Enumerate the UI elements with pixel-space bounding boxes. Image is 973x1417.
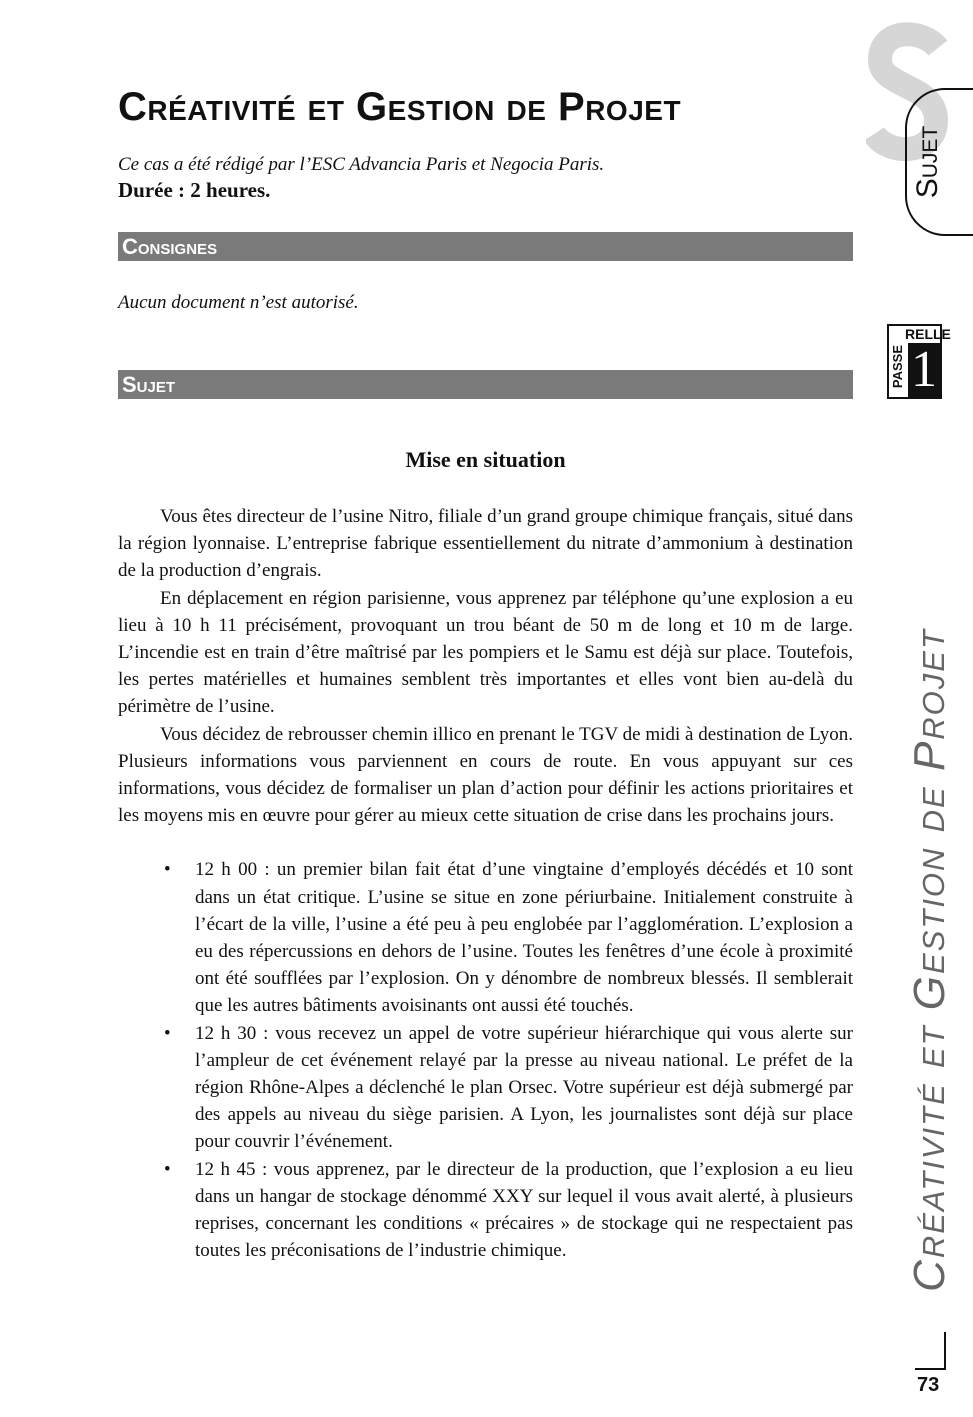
subheading: Mise en situation bbox=[405, 447, 566, 472]
credit-line: Ce cas a été rédigé par l’ESC Advancia Paris et Negocia Paris. bbox=[118, 154, 605, 175]
duration: Durée : 2 heures. bbox=[118, 178, 271, 202]
section-header-consignes: Consignes bbox=[118, 232, 853, 261]
list-item bbox=[118, 1020, 853, 1156]
bullet-icon: • bbox=[164, 1022, 171, 1044]
bullet-icon: • bbox=[164, 1158, 171, 1180]
page-title: Créativité et Gestion de Projet bbox=[118, 85, 682, 129]
paragraph: Vous êtes directeur de l’usine Nitro, filiale d’un grand groupe chimique français, situé dans la région lyonnaise. L’entreprise fabrique essentiellement du nitrate d’ammonium à destination de la production d’engrais. bbox=[118, 506, 853, 582]
paragraph: Vous décidez de rebrousser chemin illico en prenant le TGV de midi à destination de Lyon. Plusieurs informations vous parviennent en cours de route. En vous appuyant sur ces informations, vous décidez de formaliser un plan d’action pour définir les actions prioritaires et les moyens mis en œuvre pour gérer au mieux cette situation de crise dans les prochains jours. bbox=[118, 723, 853, 827]
badge-number: 1 bbox=[908, 343, 940, 397]
section-tab bbox=[905, 88, 973, 236]
list-item-text: 12 h 30 : vous recevez un appel de votre supérieur hiérarchique qui vous alerte sur l’ampleur de cet événement relayé par la presse au niveau national. Le préfet de la région Rhône-Alpes a déclenché le plan Orsec. Votre supérieur est déjà submergé par des appels au niveau du siège parisien. A Lyon, les journalistes sont déjà sur place pour couvrir l’événement. bbox=[195, 1022, 853, 1153]
page-number-rule-vertical bbox=[944, 1332, 946, 1370]
section-tab-label: Sujet bbox=[911, 125, 944, 199]
paragraph: En déplacement en région parisienne, vous apprenez par téléphone qu’une explosion a eu lieu à 10 h 11 précisément, provoquant un trou béant de 50 m de long et 10 m de large. L’incendie est en train d’être maîtrisé par les pompiers et le Samu est déjà sur place. Toutefois, les pertes matérielles et humaines semblent très importantes et elles vont bien au-delà du périmètre de l’usine. bbox=[118, 587, 853, 718]
list-item-text: 12 h 00 : un premier bilan fait état d’une vingtaine d’employés décédés et 10 sont dans un état critique. L’usine se situe en zone périurbaine. Initialement construite à l’écart de la ville, l’usine a été peu à peu englobée par l’agglomération. L’explosion a eu des répercussions en dehors de l’usine. Toutes les fenêtres d’une école à proximité ont été soufflées par l’explosion. On y dénombre de nombreux blessés. Il semblerait que les autres bâtiments avoisinants ont aussi été touchés. bbox=[195, 859, 853, 1017]
page-number: 73 bbox=[917, 1374, 940, 1396]
passerelle-badge bbox=[887, 324, 951, 399]
list-item bbox=[118, 856, 853, 1019]
list-item bbox=[118, 1156, 853, 1265]
bullet-list bbox=[118, 856, 853, 1264]
list-item-text: 12 h 45 : vous apprenez, par le directeur de la production, que l’explosion a eu lieu dans un hangar de stockage dénommé XXY sur lequel il vous avait alerté, à plusieurs reprises, concernant les conditions « précaires » de stockage qui ne respectaient pas toutes les préconisations de l’industrie chimique. bbox=[195, 1158, 853, 1262]
badge-top-text: RELLE bbox=[905, 326, 951, 342]
page-number-rule-horizontal bbox=[915, 1368, 946, 1370]
bullet-icon: • bbox=[164, 859, 171, 881]
section-header-sujet: Sujet bbox=[118, 370, 853, 399]
vertical-running-title: Créativité et Gestion de Projet bbox=[905, 628, 954, 1292]
consignes-text: Aucun document n’est autorisé. bbox=[118, 292, 359, 313]
body-text bbox=[118, 503, 853, 1264]
badge-side-text: PASSE bbox=[890, 345, 905, 389]
